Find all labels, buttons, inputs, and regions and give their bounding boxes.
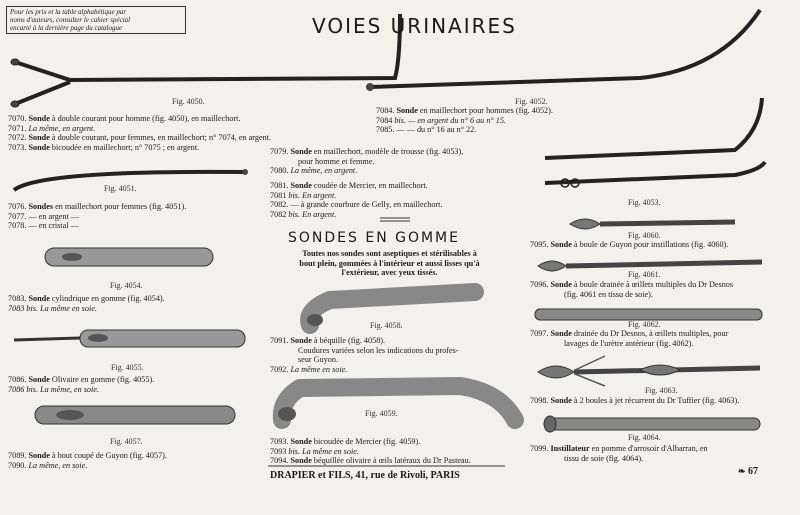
section-title: SONDES EN GOMME: [288, 230, 460, 246]
fig-4052-caption: Fig. 4052.: [515, 97, 548, 106]
fig-4063-illustration: [538, 356, 760, 386]
entries-4086: 7086. Sonde Olivaire en gomme (fig. 4055). 7086 bis. La même, en soie.: [8, 375, 155, 394]
fig-4053-caption: Fig. 4053.: [628, 198, 661, 207]
fig-4057-caption: Fig. 4057.: [110, 437, 143, 446]
entries-4070: 7070. Sonde à double courant pour homme (fig. 4050), en maillechort. 7071. La même, en argent. 7072. Sonde à double courant, pour femmes, en maillechort; n° 7074, en argent. 7073. Sonde bicoudée en maillechort; n° 7075 ; en argent.: [8, 114, 272, 152]
fig-4055-illustration: [14, 330, 245, 347]
entries-4076: 7076. Sondes en maillechort pour femmes (fig. 4051). 7077. — en argent — 7078. — en cristal —: [8, 202, 187, 231]
fig-4060-caption: Fig. 4060.: [628, 231, 661, 240]
entries-4083: 7083. Sonde cylindrique en gomme (fig. 4054). 7083 bis. La même en soie.: [8, 294, 165, 313]
fig-4051-caption: Fig. 4051.: [104, 184, 137, 193]
entries-7097: 7097. Sonde drainée du Dr Desnos, à œillets multiples, pour lavages de l'urètre antérieur (fig. 4062).: [530, 329, 729, 348]
entries-7093: 7093. Sonde bicoudée de Mercier (fig. 4059). 7093 bis. La même en soie. 7094. Sonde béquillée olivaire à œils latéraux du Dr Pasteau.: [270, 437, 471, 466]
entries-7095: 7095. Sonde à boule de Guyon pour instillations (fig. 4060).: [530, 240, 729, 249]
entries-7084: 7084. Sonde en maillechort pour hommes (fig. 4052). 7084 bis. — en argent du n° 6 au n° 15. 7085. — — du n° 16 au n° 22.: [376, 106, 553, 135]
index-notice: Pour les prix et la table alphabétique par noms d'auteurs, consulter le cahier spécial encarté à la dernière page du catalogue: [6, 6, 186, 34]
fig-4062-illustration: [535, 309, 762, 320]
fig-4061-caption: Fig. 4061.: [628, 270, 661, 279]
page-number: ❧ 67: [738, 466, 759, 477]
publisher-footer: DRAPIER et FILS, 41, rue de Rivoli, PARIS: [270, 470, 460, 481]
fig-4053-illustration: [545, 98, 765, 187]
entries-7091: 7091. Sonde à béquille (fig. 4058). Coudures variées selon les indications du profes- seur Guyon. 7092. La même en soie.: [270, 336, 459, 374]
entries-7096: 7096. Sonde à boule drainée à œillets multiples du Dr Desnos (fig. 4061 en tissu de soie).: [530, 280, 734, 299]
fig-4059-caption: Fig. 4059.: [365, 409, 398, 418]
entries-7099: 7099. Instillateur en pomme d'arrosoir d'Albarran, en tissu de soie (fig. 4064).: [530, 444, 708, 463]
entries-7081: 7081. Sonde coudée de Mercier, en maillechort. 7081 bis. En argent. 7082. — à grande courbure de Gelly, en maillechort. 7082 bis. En argent.: [270, 181, 443, 219]
fig-4063-caption: Fig. 4063.: [645, 386, 678, 395]
fig-4057-illustration: [35, 406, 235, 424]
fig-4054-caption: Fig. 4054.: [110, 281, 143, 290]
entries-4089: 7089. Sonde à bout coupé de Guyon (fig. 4057). 7090. La même, en soie.: [8, 451, 167, 470]
page-title: VOIES URINAIRES: [312, 14, 517, 38]
entries-7098: 7098. Sonde à 2 boules à jet récurrent du Dr Tuffier (fig. 4063).: [530, 396, 740, 405]
fig-4055-caption: Fig. 4055.: [111, 363, 144, 372]
fig-4062-caption: Fig. 4062.: [628, 320, 661, 329]
fig-4060-illustration: [570, 219, 735, 229]
fig-4064-caption: Fig. 4064.: [628, 433, 661, 442]
fig-4050-caption: Fig. 4050.: [172, 97, 205, 106]
fig-4054-illustration: [45, 248, 213, 266]
entries-7079: 7079. Sonde en maillechort, modèle de trousse (fig. 4053), pour homme et femme. 7080. La même, en argent.: [270, 147, 464, 176]
section-intro: Toutes nos sondes sont aseptiques et stérilisables à bout plein, gommées à l'intérieur et aussi lisses qu'à l'extérieur, avec yeux tissés.: [299, 249, 480, 278]
fig-4058-caption: Fig. 4058.: [370, 321, 403, 330]
fig-4064-illustration: [544, 416, 760, 432]
